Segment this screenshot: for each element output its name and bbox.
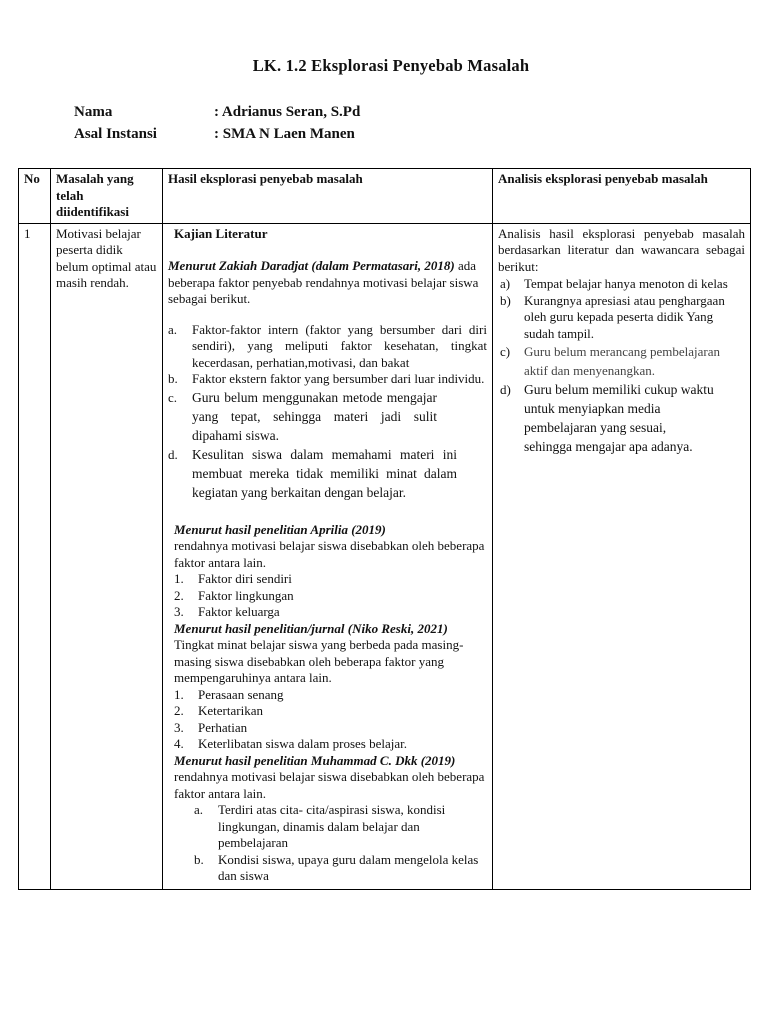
list-text: Kesulitan siswa dalam memahami materi ini membuat mereka tidak memiliki minat dalam kegiatan yang berkaitan dengan belajar. (192, 446, 457, 500)
instansi-value: : SMA N Laen Manen (214, 126, 355, 142)
list-text: Guru belum memiliki cukup waktu untuk menyiapkan media pembelajaran yang sesuai, sehingga mengajar apa adanya. (524, 382, 714, 454)
zakiah-text: ada beberapa faktor penyebab rendahnya motivasi belajar siswa sebagai berikut. (168, 258, 479, 306)
header-masalah: Masalah yang telah diidentifikasi (51, 169, 163, 224)
list-marker: 1. (174, 686, 184, 702)
meta-nama (74, 104, 360, 121)
nama-value: : Adrianus Seran, S.Pd (214, 104, 361, 120)
list-text: Guru belum menggunakan metode mengajar yang tepat, sehingga materi jadi sulit dipahami siswa. (192, 389, 437, 443)
list-text: Perhatian (198, 719, 248, 735)
list-item (168, 445, 487, 502)
page-title: LK. 1.2 Eksplorasi Penyebab Masalah (252, 56, 530, 75)
list-text: Faktor keluarga (198, 604, 280, 619)
list-item (168, 604, 487, 621)
instansi-label: Asal Instansi (74, 126, 157, 142)
list-item (498, 293, 745, 343)
list-item (168, 720, 487, 737)
muhammad-text: rendahnya motivasi belajar siswa disebabkan oleh beberapa faktor antara lain. (174, 769, 485, 801)
list-marker: c. (168, 389, 178, 405)
list-text: Faktor-faktor intern (faktor yang bersumber dari diri sendiri), yang meliputi faktor kesehatan, tingkat kecerdasan, perhatian,motivasi, dan bakat (192, 321, 487, 370)
list-marker: 3. (174, 604, 184, 619)
list-marker: 2. (174, 703, 184, 718)
list-text: Perasaan senang (198, 686, 284, 702)
niko-paragraph (168, 621, 487, 687)
cell-hasil (163, 223, 493, 889)
zakiah-paragraph (168, 258, 487, 308)
list-marker: c) (500, 344, 511, 359)
list-marker: b) (500, 292, 511, 308)
meta-instansi (74, 126, 355, 143)
niko-cite: Menurut hasil penelitian/jurnal (Niko Reski, 2021) (174, 620, 448, 636)
list-marker: d) (500, 382, 511, 397)
muhammad-cite: Menurut hasil penelitian Muhammad C. Dkk (2019) (174, 752, 456, 768)
aprilia-text: rendahnya motivasi belajar siswa disebabkan oleh beberapa faktor antara lain. (174, 538, 485, 570)
list-item (168, 703, 487, 720)
list-item (498, 380, 745, 456)
list-text: Guru belum merancang pembelajaran aktif dan menyenangkan. (524, 344, 720, 378)
list-text: Keterlibatan siswa dalam proses belajar. (198, 736, 408, 751)
list-item (168, 371, 487, 388)
list-item (168, 736, 487, 753)
list-item (168, 571, 487, 588)
list-text: Faktor diri sendiri (198, 571, 292, 586)
kajian-title: Kajian Literatur (174, 225, 268, 241)
cell-no: 1 (19, 223, 51, 889)
cell-masalah: Motivasi belajar peserta didik belum optimal atau masih rendah. (51, 223, 163, 889)
list-marker: a. (194, 802, 204, 817)
aprilia-list (168, 571, 487, 621)
list-marker: 3. (174, 719, 184, 735)
list-item (168, 588, 487, 605)
list-marker: a. (168, 321, 178, 337)
list-text: Ketertarikan (198, 703, 263, 718)
aprilia-cite: Menurut hasil penelitian Aprilia (2019) (174, 521, 386, 537)
niko-text: Tingkat minat belajar siswa yang berbeda pada masing-masing siswa disebabkan oleh beberapa faktor yang mempengaruhinya antara lain. (174, 637, 464, 685)
list-marker: 2. (174, 587, 184, 603)
niko-list (168, 687, 487, 753)
list-text: Terdiri atas cita- cita/aspirasi siswa, kondisi lingkungan, dinamis dalam belajar dan pembelajaran (218, 802, 446, 850)
cell-analisis (493, 223, 751, 889)
list-text: Kondisi siswa, upaya guru dalam mengelola kelas dan siswa (218, 851, 479, 883)
header-no: No (19, 169, 51, 224)
exploration-table (18, 168, 751, 890)
list-item (498, 275, 745, 293)
list-text: Kurangnya apresiasi atau penghargaan oleh guru kepada peserta didik Yang sudah tampil. (524, 292, 725, 341)
list-marker: 1. (174, 571, 184, 586)
list-item (168, 322, 487, 372)
table-row (19, 223, 751, 889)
table-header-row (19, 169, 751, 224)
analisis-list (498, 275, 745, 456)
analisis-intro: Analisis hasil eksplorasi penyebab masalah berdasarkan literatur dan wawancara sebagai berikut: (498, 225, 745, 274)
nama-label: Nama (74, 104, 113, 120)
list-text: Faktor ekstern faktor yang bersumber dari luar individu. (192, 371, 485, 386)
list-item (168, 852, 487, 885)
list-marker: b. (194, 851, 204, 867)
list-text: Faktor lingkungan (198, 587, 294, 603)
list-item (168, 802, 487, 852)
list-marker: a) (500, 276, 511, 291)
list-item (168, 687, 487, 704)
muhammad-paragraph (168, 753, 487, 803)
list-item (498, 342, 745, 380)
zakiah-cite: Menurut Zakiah Daradjat (dalam Permatasari, 2018) (168, 258, 455, 273)
aprilia-paragraph (168, 522, 487, 572)
header-analisis: Analisis eksplorasi penyebab masalah (493, 169, 751, 224)
header-hasil: Hasil eksplorasi penyebab masalah (163, 169, 493, 224)
zakiah-list (168, 322, 487, 502)
list-item (168, 388, 487, 445)
muhammad-list (168, 802, 487, 885)
list-marker: 4. (174, 736, 184, 751)
list-text: Tempat belajar hanya menoton di kelas (524, 276, 728, 291)
list-marker: b. (168, 371, 178, 386)
list-marker: d. (168, 446, 178, 462)
